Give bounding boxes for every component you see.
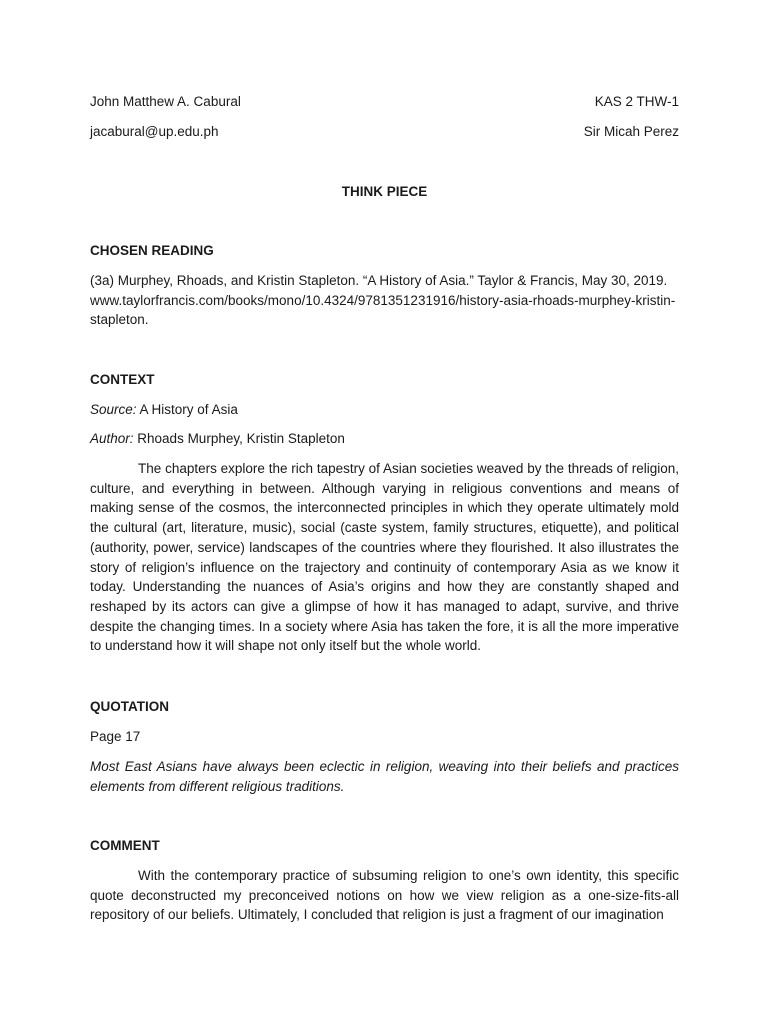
author-email: jacabural@up.edu.ph: [90, 124, 219, 139]
source-line: [90, 400, 238, 420]
chosen-reading-heading: CHOSEN READING: [90, 243, 214, 258]
author-value: Rhoads Murphey, Kristin Stapleton: [133, 431, 345, 446]
document-title: THINK PIECE: [341, 184, 428, 199]
context-heading: CONTEXT: [90, 372, 155, 387]
quotation-heading: QUOTATION: [90, 699, 169, 714]
author-name: John Matthew A. Cabural: [90, 94, 241, 109]
course-code: KAS 2 THW-1: [594, 94, 679, 109]
quotation-text: Most East Asians have always been eclectic in religion, weaving into their beliefs and practices elements from different religious traditions.: [90, 759, 679, 794]
comment-paragraph: With the contemporary practice of subsuming religion to one’s own identity, this specific quote deconstructed my preconceived notions on how we view religion as a one-size-fits-all repository of our beliefs. Ultimately, I concluded that religion is just a fragment of our imagination: [90, 868, 679, 923]
author-label: Author:: [90, 431, 134, 446]
source-label: Source:: [90, 402, 137, 417]
instructor-name: Sir Micah Perez: [583, 124, 679, 139]
quotation-page: Page 17: [90, 729, 141, 744]
author-line: [90, 429, 345, 449]
source-value: A History of Asia: [136, 402, 238, 417]
context-paragraph: The chapters explore the rich tapestry of Asian societies weaved by the threads of religion, culture, and everything in between. Although varying in religious conventions and means of making sense of the cosmos, the interconnected principles in which they operate ultimately mold the cultural (art, literature, music), social (caste system, family structures, etiquette), and political (authority, power, service) landscapes of the countries where they flourished. It also illustrates the story of religion’s influence on the trajectory and continuity of contemporary Asia as we know it today. Understanding the nuances of Asia’s origins and how they are constantly shaped and reshaped by its actors can give a glimpse of how it has managed to adapt, survive, and thrive despite the changing times. In a society where Asia has taken the fore, it is all the more imperative to understand how it will shape not only itself but the whole world.: [90, 461, 679, 654]
comment-heading: COMMENT: [90, 838, 160, 853]
citation-text: (3a) Murphey, Rhoads, and Kristin Stapleton. “A History of Asia.” Taylor & Francis, May 30, 2019. www.taylorfrancis.com/books/mono/10.4324/9781351231916/history-asia-rhoads-murphey-kristin-stapleton.: [90, 273, 676, 328]
